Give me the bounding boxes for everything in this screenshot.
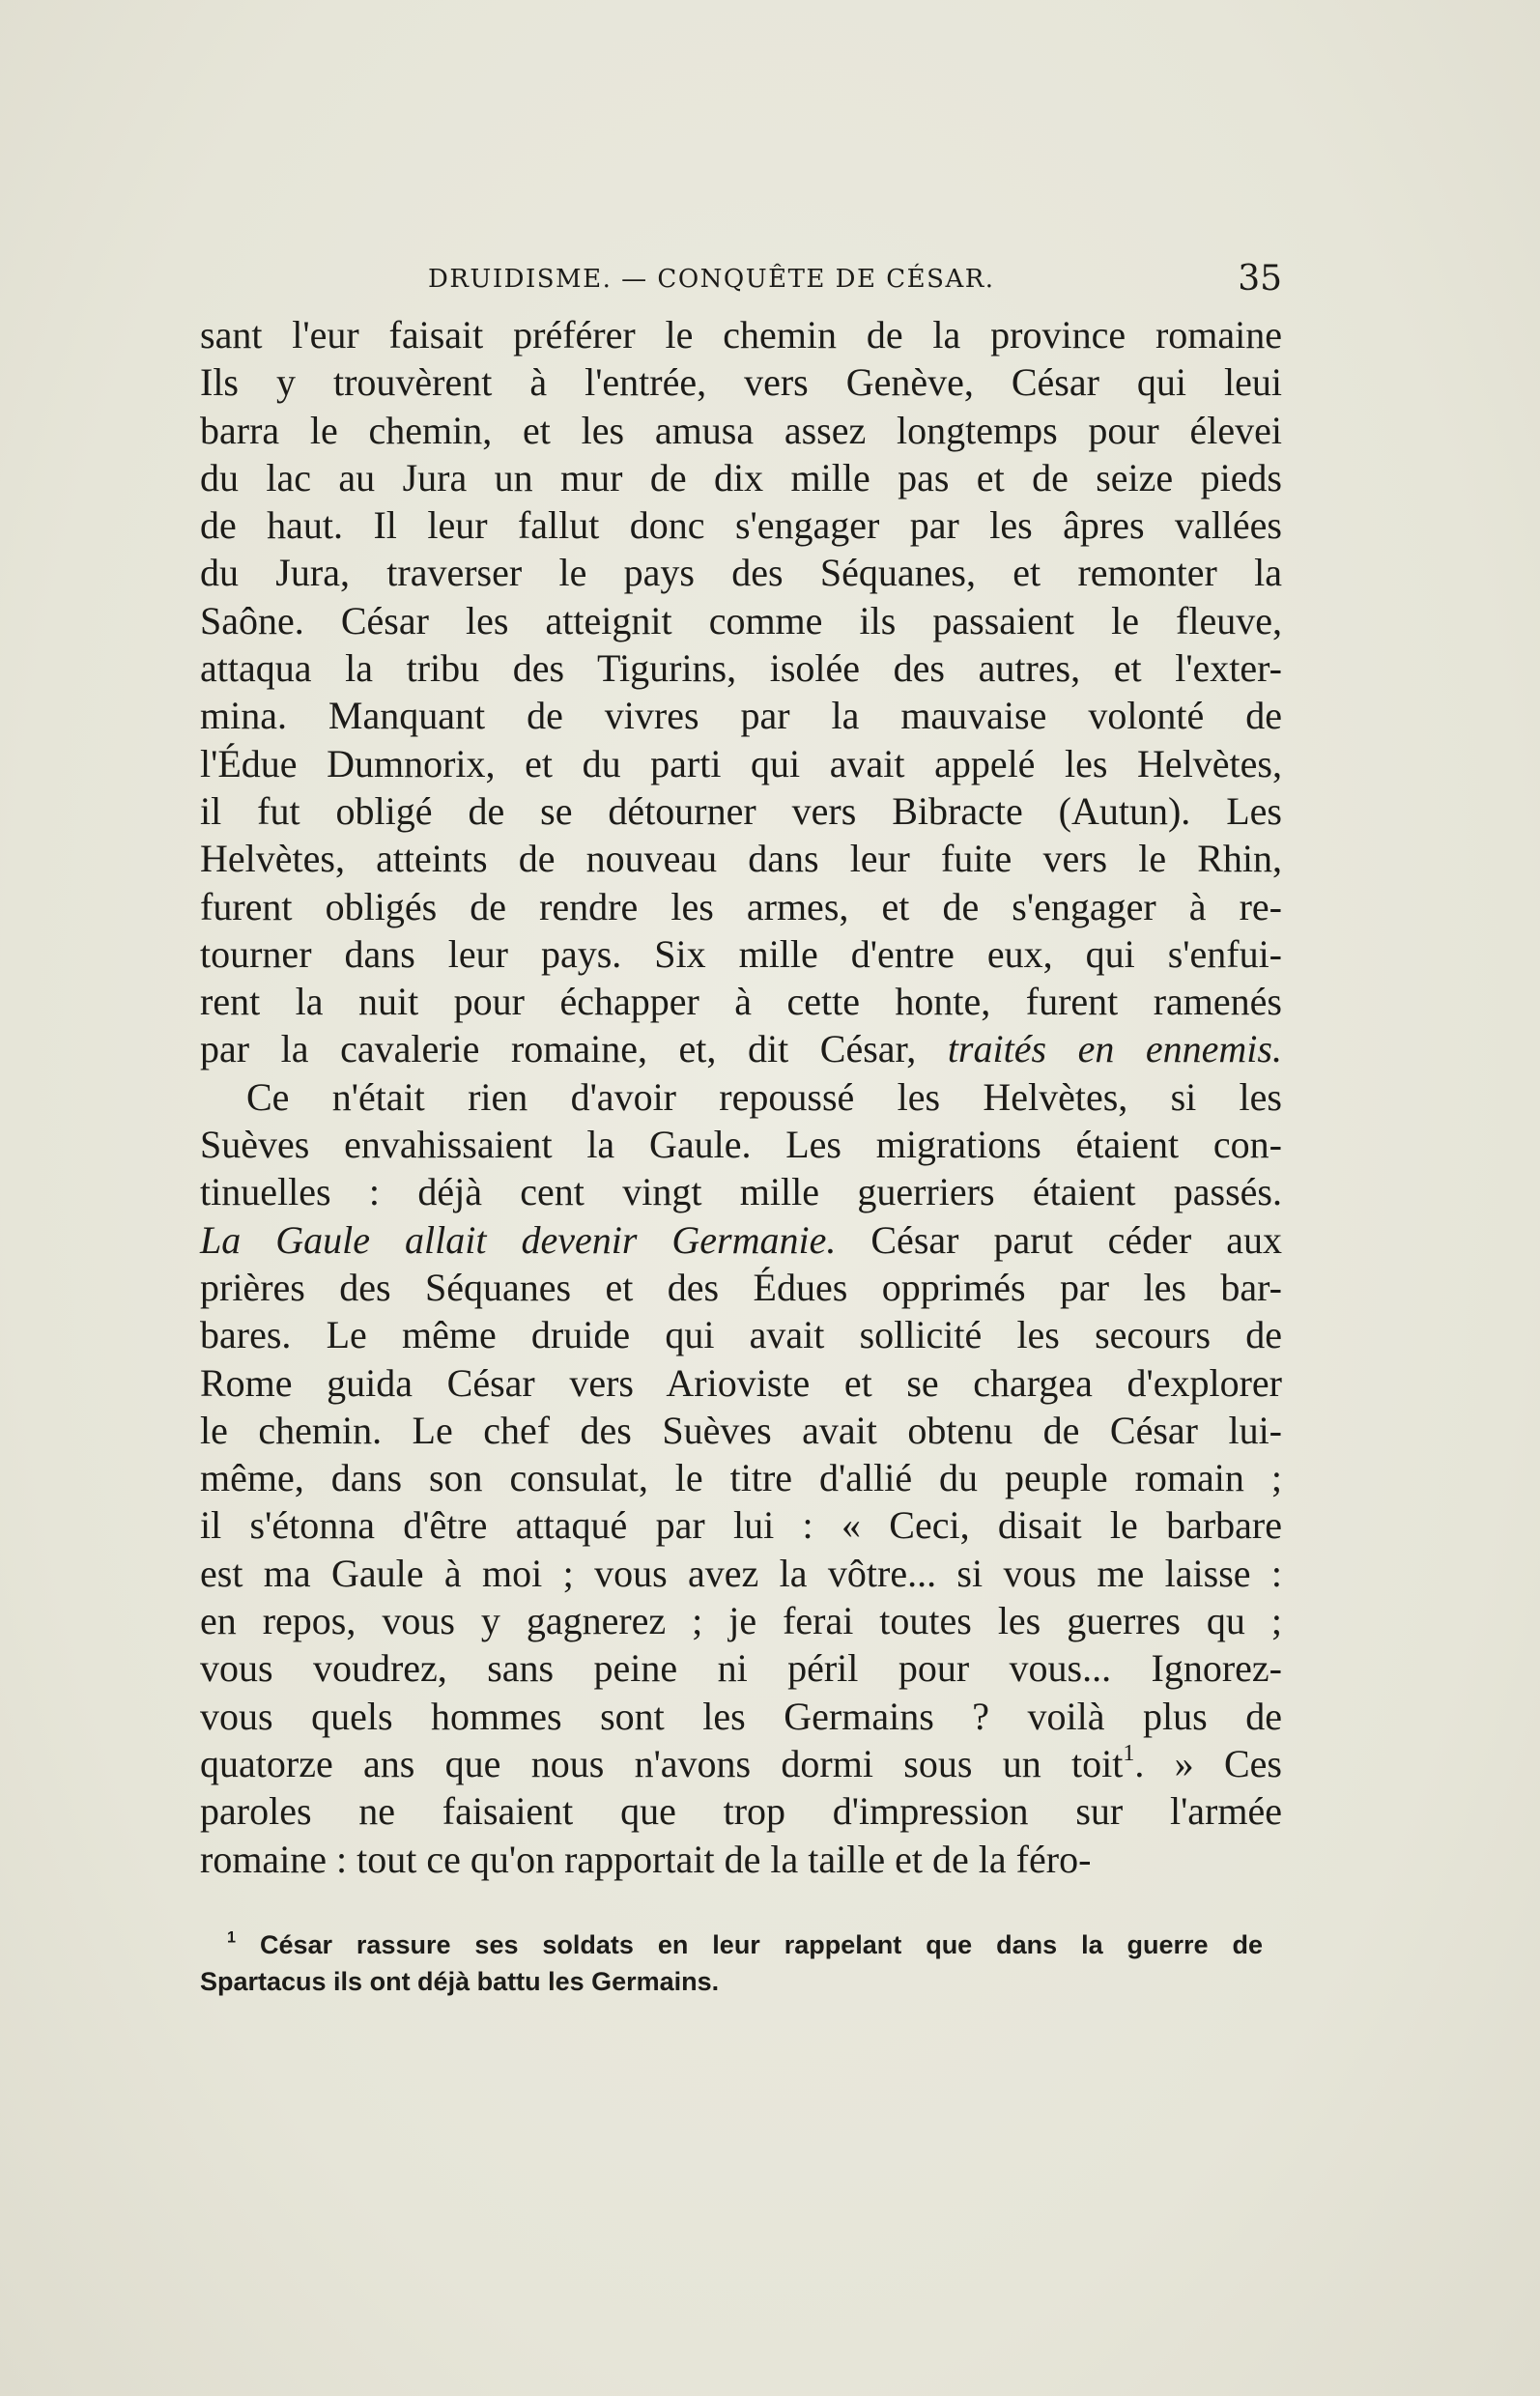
- text-line: de haut. Il leur fallut donc s'engager par les âpres vallées: [200, 503, 1282, 548]
- text-line: bares. Le même druide qui avait sollicité les secours de: [200, 1313, 1282, 1357]
- text-line: sant l'eur faisait préférer le chemin de la province romaine: [200, 313, 1282, 357]
- text-line: du lac au Jura un mur de dix mille pas et de seize pieds: [200, 455, 1282, 499]
- text-line: tourner dans leur pays. Six mille d'entre eux, qui s'enfui-: [200, 931, 1282, 976]
- text-line-with-italic: [200, 1025, 1282, 1072]
- text-line: barra le chemin, et les amusa assez longtemps pour élevei: [200, 408, 1282, 452]
- text-line: rent la nuit pour échapper à cette honte, furent ramenés: [200, 980, 1282, 1024]
- italic-phrase: traités en ennemis.: [947, 1027, 1282, 1071]
- text-line-with-footnote-ref: [200, 1740, 1282, 1787]
- text-line: romaine : tout ce qu'on rapportait de la taille et de la féro-: [200, 1837, 1092, 1881]
- text-line: il s'étonna d'être attaqué par lui : « Ceci, disait le barbare: [200, 1503, 1282, 1548]
- text-line: paroles ne faisaient que trop d'impression sur l'armée: [200, 1789, 1282, 1834]
- footnote-reference[interactable]: 1: [1123, 1741, 1135, 1767]
- footnote: [200, 1926, 1263, 2000]
- text-line: l'Édue Dumnorix, et du parti qui avait appelé les Helvètes,: [200, 741, 1282, 785]
- text-line: il fut obligé de se détourner vers Bibracte (Autun). Les: [200, 788, 1282, 833]
- text-segment: César parut céder aux: [836, 1217, 1282, 1262]
- text-line: même, dans son consulat, le titre d'allié du peuple romain ;: [200, 1456, 1282, 1500]
- text-line: tinuelles : déjà cent vingt mille guerriers étaient passés.: [200, 1170, 1282, 1214]
- footnote-marker: 1: [227, 1928, 237, 1947]
- text-line: mina. Manquant de vivres par la mauvaise volonté de: [200, 694, 1282, 738]
- text-segment: . » Ces: [1134, 1741, 1282, 1785]
- text-line: prières des Séquanes et des Édues opprimés par les bar-: [200, 1265, 1282, 1309]
- text-line: Ils y trouvèrent à l'entrée, vers Genève, César qui leui: [200, 360, 1282, 405]
- text-segment: par la cavalerie romaine, et, dit César,: [200, 1027, 948, 1071]
- text-line: Suèves envahissaient la Gaule. Les migrations étaient con-: [200, 1123, 1282, 1167]
- text-segment: quatorze ans que nous n'avons dormi sous un toit: [200, 1741, 1124, 1785]
- footnote-line: Spartacus ils ont déjà battu les Germains.: [200, 1967, 720, 1996]
- footnote-text: César rassure ses soldats en leur rappelant que dans la guerre de: [236, 1930, 1263, 1959]
- text-line: vous voudrez, sans peine ni péril pour vous... Ignorez-: [200, 1646, 1282, 1691]
- text-line: vous quels hommes sont les Germains ? voilà plus de: [200, 1694, 1282, 1738]
- paragraph-start: Ce n'était rien d'avoir repoussé les Helvètes, si les: [246, 1074, 1282, 1119]
- italic-phrase: La Gaule allait devenir Germanie.: [200, 1217, 837, 1262]
- running-title: DRUIDISME. — CONQUÊTE DE CÉSAR.: [428, 265, 995, 294]
- text-line: attaqua la tribu des Tigurins, isolée des autres, et l'exter-: [200, 646, 1282, 691]
- page-header: [200, 259, 1282, 307]
- footnote-line: [200, 1926, 1263, 1963]
- text-line-with-italic: [200, 1216, 1282, 1264]
- page-number: 35: [1238, 259, 1282, 299]
- text-line: en repos, vous y gagnerez ; je ferai toutes les guerres qu ;: [200, 1599, 1282, 1643]
- body-text: [200, 311, 1282, 1883]
- text-line: Saône. César les atteignit comme ils passaient le fleuve,: [200, 598, 1282, 642]
- text-line: est ma Gaule à moi ; vous avez la vôtre... si vous me laisse :: [200, 1551, 1282, 1595]
- text-line: Rome guida César vers Arioviste et se chargea d'explorer: [200, 1360, 1282, 1405]
- text-line: du Jura, traverser le pays des Séquanes, et remonter la: [200, 551, 1282, 595]
- text-line: le chemin. Le chef des Suèves avait obtenu de César lui-: [200, 1408, 1282, 1452]
- text-line: Helvètes, atteints de nouveau dans leur fuite vers le Rhin,: [200, 837, 1282, 881]
- text-line: furent obligés de rendre les armes, et de s'engager à re-: [200, 884, 1282, 928]
